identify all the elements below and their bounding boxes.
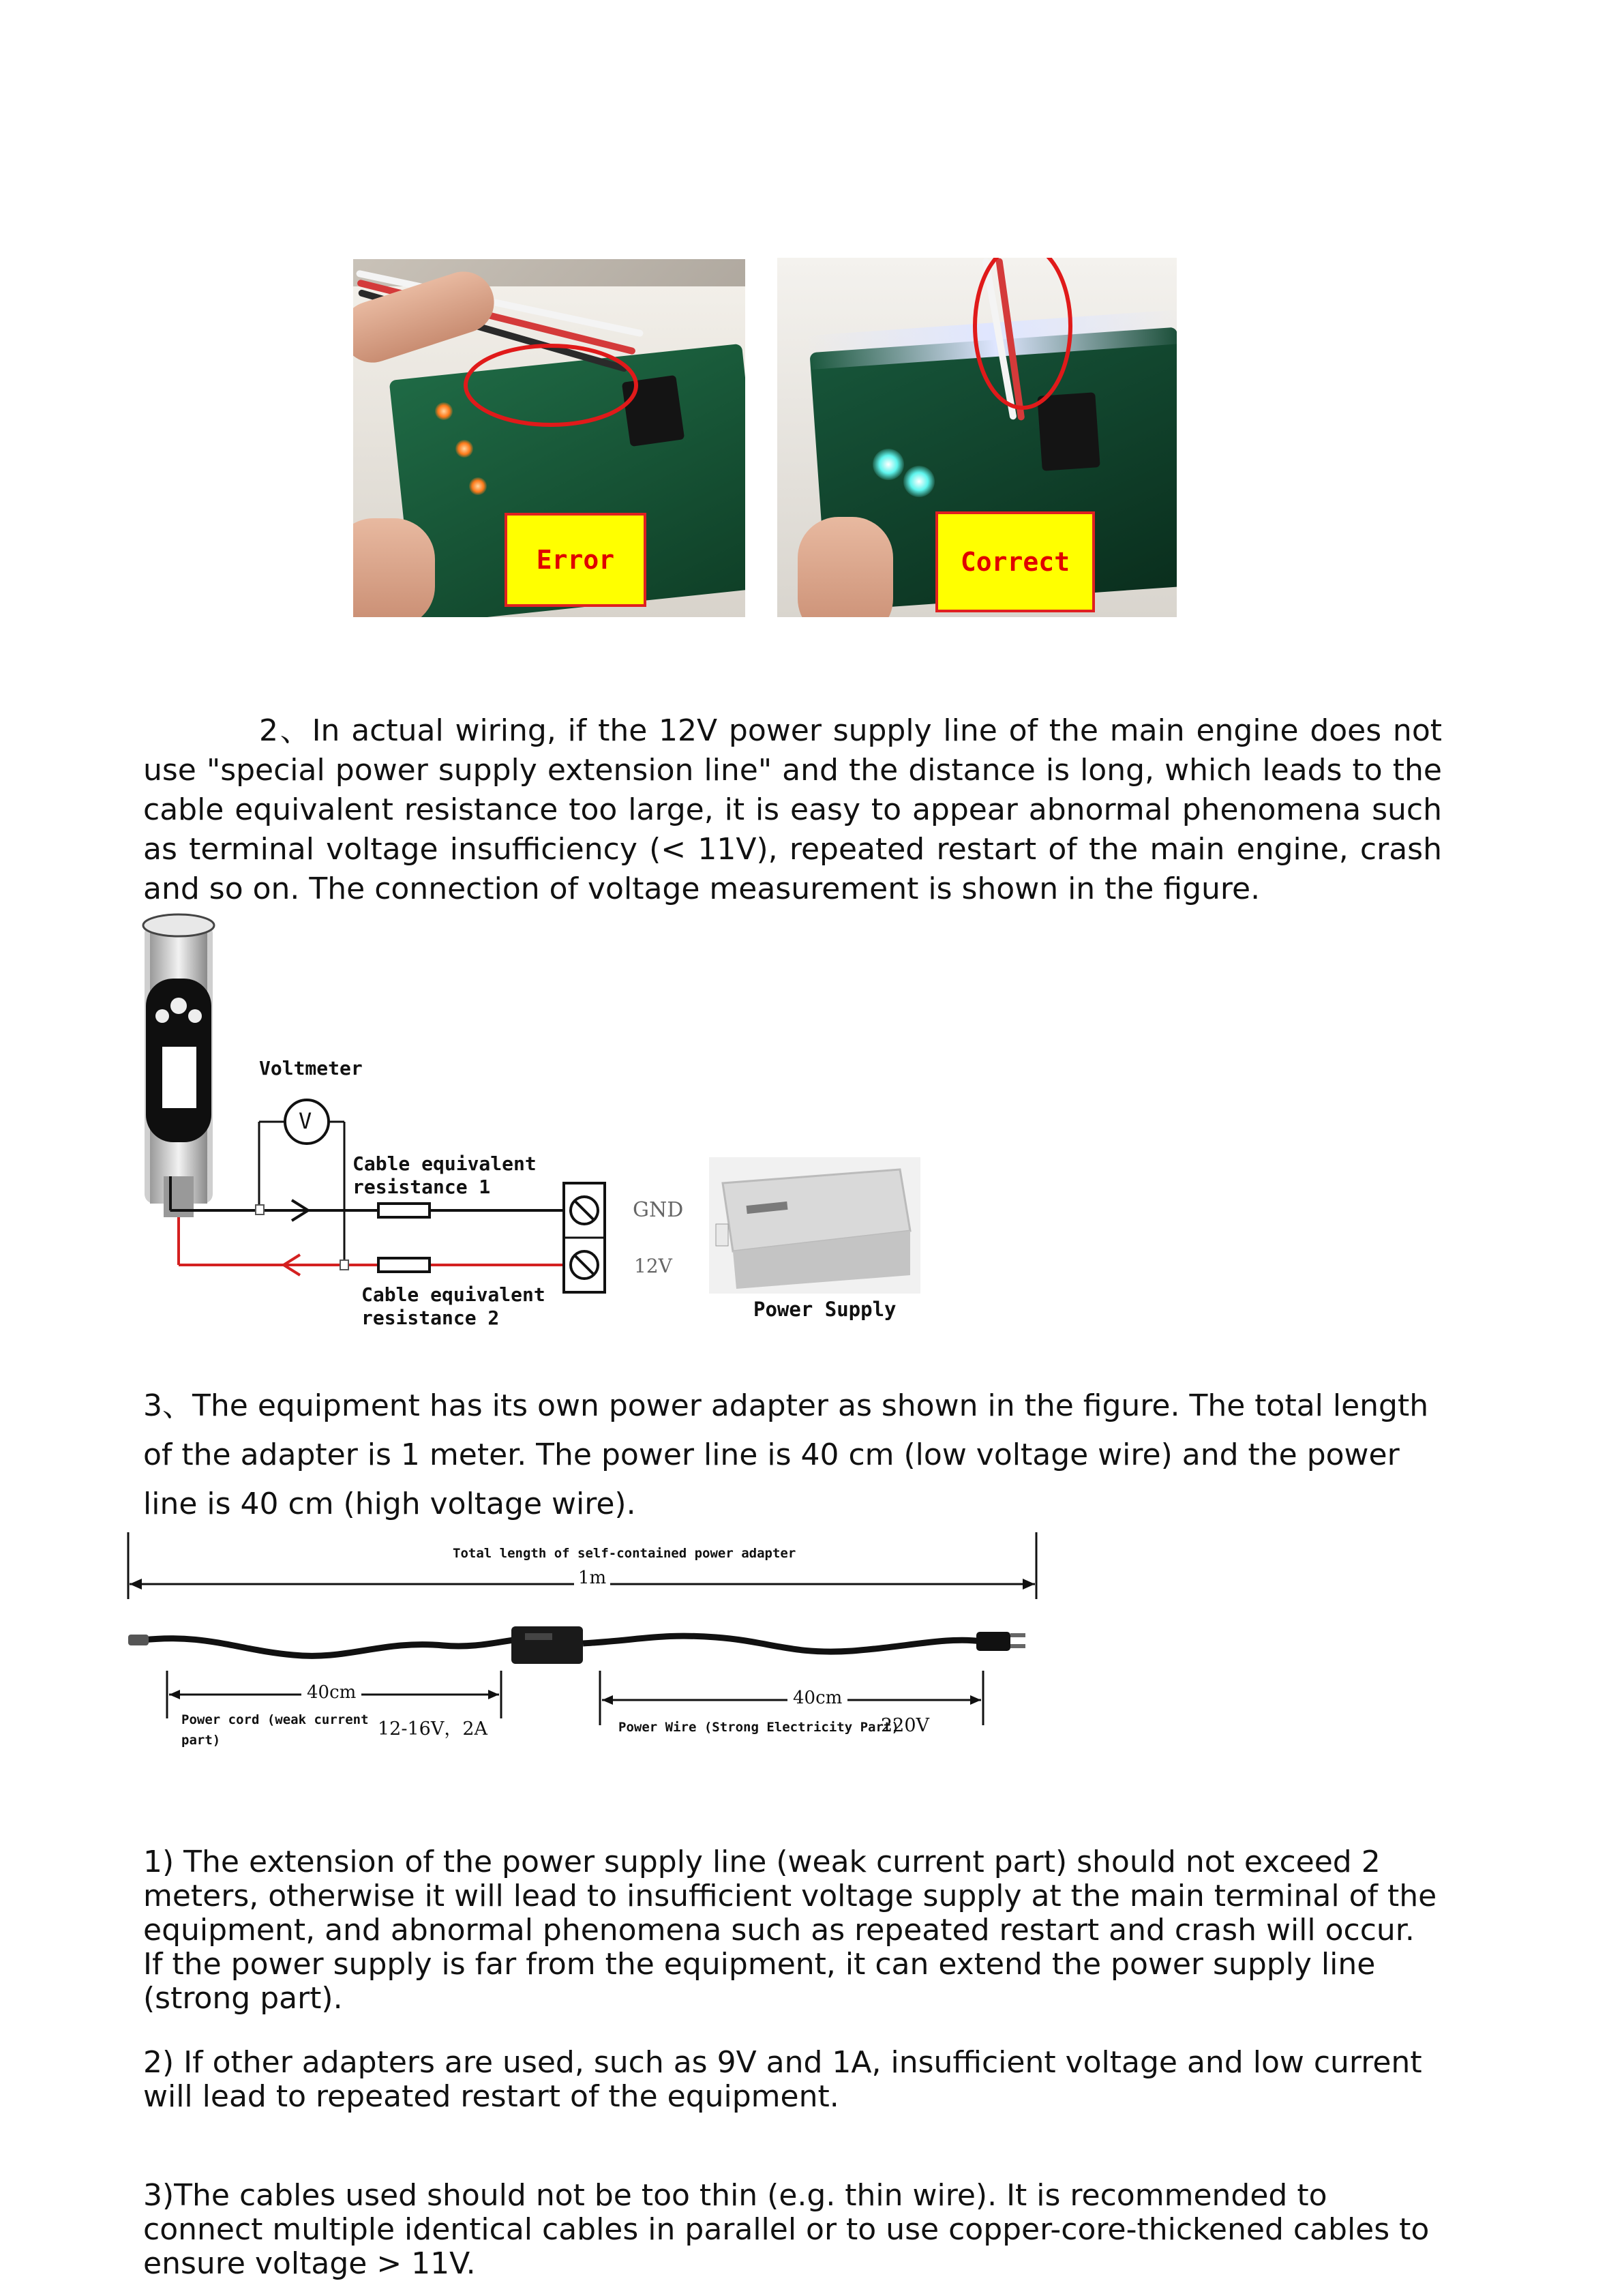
right-spec: 220V xyxy=(881,1715,930,1736)
resistor-2 xyxy=(378,1258,430,1272)
paragraph-2 xyxy=(143,711,1442,909)
resistance-1-label: Cable equivalent resistance 1 xyxy=(352,1152,537,1198)
voltage-measurement-diagram xyxy=(136,910,934,1347)
12v-wire xyxy=(179,1217,573,1275)
paragraph-2-text: In actual wiring, if the 12V power supply line of the main engine does not use "special power supply extension line" and the distance is long, which leads to the cable equivalent resistance too large, it is easy to appear abnormal phenomena such as terminal voltage insufficiency (< 11V), repeated restart of the main engine, crash and so on. The connection of voltage measurement is shown in the figure. xyxy=(143,713,1442,906)
error-wiring-photo xyxy=(353,259,745,617)
right-length-value: 40cm xyxy=(787,1688,847,1708)
correct-label: Correct xyxy=(935,511,1095,612)
power-supply-illustration xyxy=(709,1157,920,1294)
adapter-cable xyxy=(128,1626,1025,1664)
paragraph-2-number: 2、 xyxy=(259,713,312,748)
ac-plug xyxy=(976,1632,1010,1651)
adapter-length-diagram xyxy=(123,1531,1077,1756)
total-length-dimension xyxy=(128,1532,1036,1599)
adapter-brick xyxy=(511,1626,583,1664)
12v-label: 12V xyxy=(634,1255,672,1277)
voltmeter-v: V xyxy=(299,1108,312,1134)
terminal-block xyxy=(564,1183,605,1292)
correct-highlight-circle xyxy=(975,258,1070,408)
note-2: 2) If other adapters are used, such as 9V and 1A, insufficient voltage and low current will lead to repeated restart of the equipment. xyxy=(143,2045,1422,2114)
left-length-value: 40cm xyxy=(301,1682,361,1703)
error-label: Error xyxy=(505,513,646,607)
left-spec: 12-16V，2A xyxy=(378,1718,488,1740)
power-supply-label: Power Supply xyxy=(753,1298,897,1321)
note-3: 3)The cables used should not be too thin (e.g. thin wire). It is recommended to connect multiple identical cables in parallel or to use copper-core-thickened cables to ensure voltage > 11V. xyxy=(143,2178,1430,2281)
note-1: 1) The extension of the power supply line (weak current part) should not exceed 2 meters, otherwise it will lead to insufficient voltage supply at the main terminal of the equipment, and abnormal phenomena such as repeated restart and crash will occur. If the power supply is far from the equipment, it can extend the power supply line (strong part). xyxy=(143,1845,1437,2016)
voltmeter-label: Voltmeter xyxy=(259,1057,363,1079)
gnd-label: GND xyxy=(633,1198,684,1222)
resistance-2-label: Cable equivalent resistance 2 xyxy=(361,1283,545,1329)
error-highlight-circle xyxy=(466,346,636,425)
correct-wiring-photo xyxy=(777,258,1177,617)
paragraph-3: 3、The equipment has its own power adapter as shown in the figure. The total length of the adapter is 1 meter. The power line is 40 cm (low voltage wire) and the power line is 40 cm (high voltage wire). xyxy=(143,1388,1429,1521)
total-length-value: 1m xyxy=(574,1568,610,1588)
left-length-label: Power cord (weak current part) xyxy=(181,1712,369,1748)
right-length-label: Power Wire (Strong Electricity Part) xyxy=(618,1720,899,1735)
total-length-label: Total length of self-contained power adapter xyxy=(453,1546,796,1561)
resistor-1 xyxy=(378,1204,430,1217)
device-illustration xyxy=(143,914,214,1217)
